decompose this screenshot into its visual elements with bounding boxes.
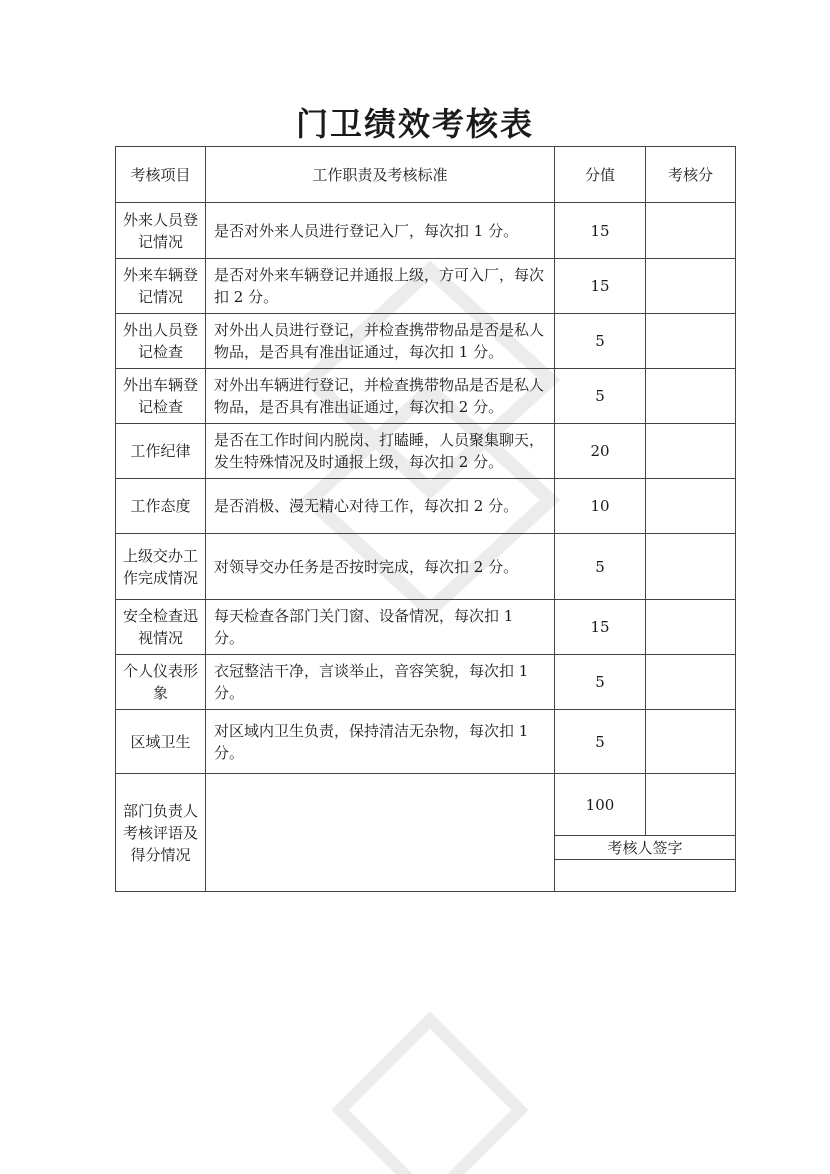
row-item: 外出车辆登记检查 bbox=[116, 369, 206, 424]
row-score: 15 bbox=[555, 259, 646, 314]
row-standard: 对区域内卫生负责，保持清洁无杂物，每次扣 1 分。 bbox=[206, 710, 555, 774]
footer-label: 部门负责人考核评语及得分情况 bbox=[116, 774, 206, 892]
row-item: 区域卫生 bbox=[116, 710, 206, 774]
row-score: 5 bbox=[555, 369, 646, 424]
row-item: 上级交办工作完成情况 bbox=[116, 534, 206, 600]
row-item: 安全检查迅视情况 bbox=[116, 600, 206, 655]
row-standard: 对领导交办任务是否按时完成，每次扣 2 分。 bbox=[206, 534, 555, 600]
table-row bbox=[116, 710, 736, 774]
row-standard: 是否对外来车辆登记并通报上级，方可入厂，每次扣 2 分。 bbox=[206, 259, 555, 314]
table-row bbox=[116, 534, 736, 600]
row-score: 5 bbox=[555, 655, 646, 710]
table-row bbox=[116, 314, 736, 369]
row-result-cell[interactable] bbox=[646, 600, 736, 655]
signature-label: 考核人签字 bbox=[555, 836, 736, 860]
row-score: 5 bbox=[555, 710, 646, 774]
row-standard: 每天检查各部门关门窗、设备情况，每次扣 1 分。 bbox=[206, 600, 555, 655]
header-score: 分值 bbox=[555, 147, 646, 203]
footer-row-total bbox=[116, 774, 736, 836]
row-item: 外来人员登记情况 bbox=[116, 203, 206, 259]
table-row bbox=[116, 600, 736, 655]
table-row bbox=[116, 203, 736, 259]
row-result-cell[interactable] bbox=[646, 710, 736, 774]
row-standard: 是否在工作时间内脱岗、打瞌睡，人员聚集聊天，发生特殊情况及时通报上级，每次扣 2 分。 bbox=[206, 424, 555, 479]
row-score: 15 bbox=[555, 203, 646, 259]
row-standard: 是否对外来人员进行登记入厂，每次扣 1 分。 bbox=[206, 203, 555, 259]
row-score: 20 bbox=[555, 424, 646, 479]
row-item: 工作纪律 bbox=[116, 424, 206, 479]
row-item: 外出人员登记检查 bbox=[116, 314, 206, 369]
header-standard: 工作职责及考核标准 bbox=[206, 147, 555, 203]
row-result-cell[interactable] bbox=[646, 259, 736, 314]
row-result-cell[interactable] bbox=[646, 534, 736, 600]
row-item: 外来车辆登记情况 bbox=[116, 259, 206, 314]
row-result-cell[interactable] bbox=[646, 369, 736, 424]
row-result-cell[interactable] bbox=[646, 655, 736, 710]
row-score: 5 bbox=[555, 534, 646, 600]
row-standard: 对外出车辆进行登记，并检查携带物品是否是私人物品，是否具有准出证通过，每次扣 2 分。 bbox=[206, 369, 555, 424]
row-standard: 对外出人员进行登记，并检查携带物品是否是私人物品，是否具有准出证通过，每次扣 1 分。 bbox=[206, 314, 555, 369]
table-row bbox=[116, 259, 736, 314]
row-result-cell[interactable] bbox=[646, 203, 736, 259]
header-result: 考核分 bbox=[646, 147, 736, 203]
row-item: 工作态度 bbox=[116, 479, 206, 534]
footer-total: 100 bbox=[555, 774, 646, 836]
table-row bbox=[116, 479, 736, 534]
header-row bbox=[116, 147, 736, 203]
row-item: 个人仪表形象 bbox=[116, 655, 206, 710]
footer-comment-cell[interactable] bbox=[206, 774, 555, 892]
page-title: 门卫绩效考核表 bbox=[295, 105, 534, 143]
table-row bbox=[116, 655, 736, 710]
row-standard: 是否消极、漫无精心对待工作，每次扣 2 分。 bbox=[206, 479, 555, 534]
row-result-cell[interactable] bbox=[646, 424, 736, 479]
row-score: 15 bbox=[555, 600, 646, 655]
row-standard: 衣冠整洁干净，言谈举止，音容笑貌，每次扣 1 分。 bbox=[206, 655, 555, 710]
row-score: 10 bbox=[555, 479, 646, 534]
table-row bbox=[116, 369, 736, 424]
row-result-cell[interactable] bbox=[646, 479, 736, 534]
header-item: 考核项目 bbox=[116, 147, 206, 203]
evaluation-table bbox=[115, 146, 736, 892]
signature-cell[interactable] bbox=[555, 860, 736, 892]
row-score: 5 bbox=[555, 314, 646, 369]
watermark-logo-bottom bbox=[330, 1010, 530, 1174]
row-result-cell[interactable] bbox=[646, 314, 736, 369]
footer-total-result-cell[interactable] bbox=[646, 774, 736, 836]
table-row bbox=[116, 424, 736, 479]
